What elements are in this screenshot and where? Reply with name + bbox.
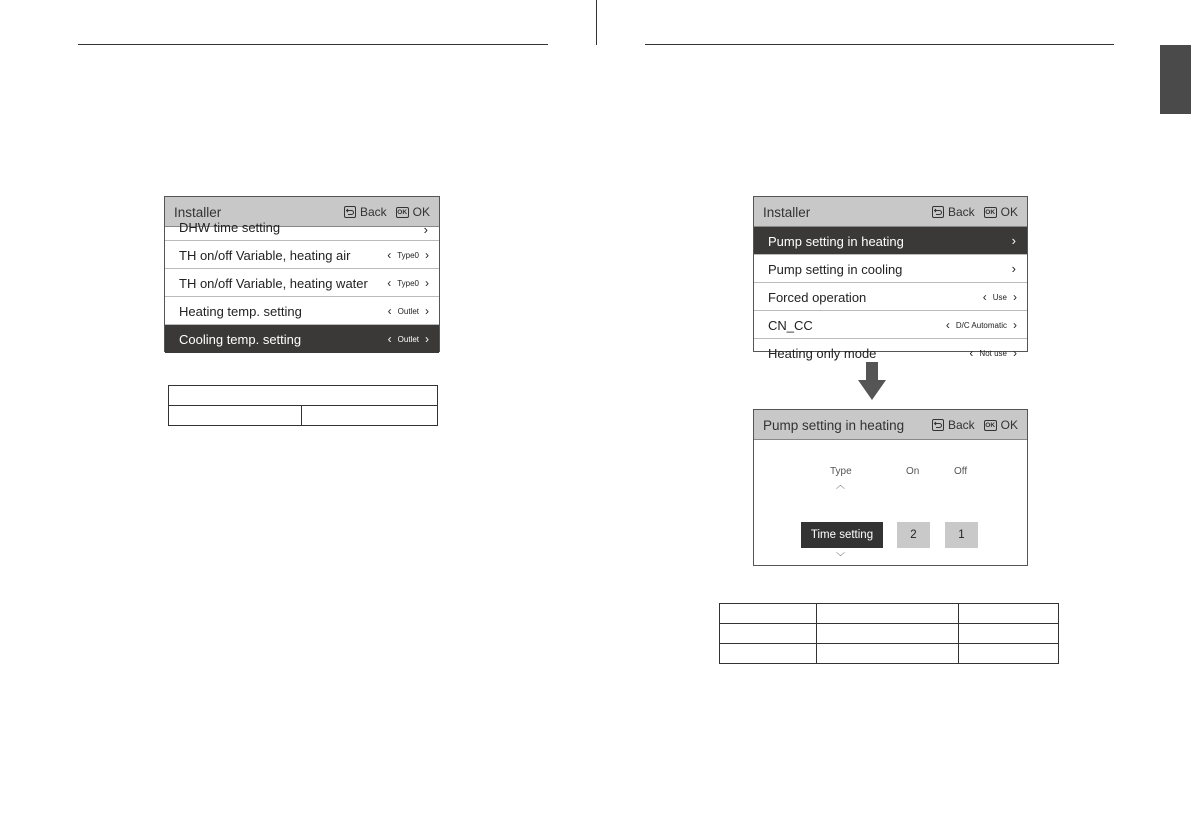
row-label: Heating temp. setting xyxy=(179,304,302,319)
table-cell xyxy=(817,644,959,664)
row-value-text: Outlet xyxy=(397,334,419,344)
row-value[interactable] xyxy=(946,319,1017,331)
row-value[interactable] xyxy=(388,305,429,317)
chevron-left-icon[interactable]: ‹ xyxy=(945,318,950,332)
menu-row-th-heating-air[interactable] xyxy=(165,241,439,269)
menu-row-dhw-time-setting[interactable] xyxy=(165,220,439,241)
installer-screen-left xyxy=(164,196,440,352)
row-value-text: Outlet xyxy=(397,306,419,316)
table-row xyxy=(169,386,438,406)
chevron-down-icon[interactable]: ﹀ xyxy=(836,552,846,562)
type-selector[interactable]: Time setting xyxy=(801,522,883,548)
chevron-right-icon[interactable]: › xyxy=(1013,346,1017,360)
back-label: Back xyxy=(947,418,975,432)
table-cell xyxy=(302,406,438,426)
row-label: DHW time setting xyxy=(179,220,281,235)
table-cell xyxy=(720,604,817,624)
table-cell xyxy=(169,386,438,406)
row-label: Pump setting in heating xyxy=(768,234,904,249)
menu-row-pump-cooling[interactable] xyxy=(754,255,1027,283)
row-value[interactable] xyxy=(388,333,429,345)
menu-row-heating-temp[interactable] xyxy=(165,297,439,325)
side-tab xyxy=(1160,45,1191,114)
chevron-left-icon[interactable]: ‹ xyxy=(969,346,974,360)
row-value[interactable] xyxy=(387,249,429,261)
chevron-up-icon[interactable]: ︿ xyxy=(836,480,846,490)
row-label: Cooling temp. setting xyxy=(179,332,302,347)
screen-title: Pump setting in heating xyxy=(763,418,905,433)
table-row xyxy=(720,604,1059,624)
menu-row-pump-heating[interactable] xyxy=(754,227,1027,255)
ok-button[interactable] xyxy=(984,418,1018,432)
screen-header xyxy=(754,197,1027,227)
row-value-text: Type0 xyxy=(397,278,419,288)
installer-screen-right xyxy=(753,196,1028,361)
page-divider xyxy=(596,0,597,45)
row-label: TH on/off Variable, heating air xyxy=(179,248,351,263)
chevron-left-icon[interactable]: ‹ xyxy=(387,304,392,318)
table-cell xyxy=(169,406,302,426)
empty-table-right xyxy=(719,603,1059,664)
pump-setting-screen xyxy=(753,409,1028,566)
row-value[interactable] xyxy=(983,291,1017,303)
chevron-right-icon: › xyxy=(1011,233,1016,248)
back-button[interactable] xyxy=(344,205,387,219)
off-value-field[interactable]: 1 xyxy=(945,522,978,548)
menu-row-cooling-temp[interactable] xyxy=(165,325,439,353)
col-header-off: Off xyxy=(954,466,968,477)
row-value[interactable] xyxy=(387,277,429,289)
menu-row-forced-operation[interactable] xyxy=(754,283,1027,311)
row-label: Forced operation xyxy=(768,290,867,305)
row-value-text: Use xyxy=(992,292,1007,302)
chevron-right-icon[interactable]: › xyxy=(425,248,429,262)
screen-title: Installer xyxy=(763,205,811,220)
table-cell xyxy=(817,604,959,624)
chevron-left-icon[interactable]: ‹ xyxy=(982,290,987,304)
table-row xyxy=(169,406,438,426)
chevron-left-icon[interactable]: ‹ xyxy=(387,332,392,346)
ok-icon: OK xyxy=(397,208,408,216)
header-rule-left xyxy=(78,44,548,45)
screen-title: Installer xyxy=(174,205,222,220)
row-label: Heating only mode xyxy=(768,346,877,361)
chevron-right-icon[interactable]: › xyxy=(425,332,429,346)
chevron-right-icon: › xyxy=(423,222,428,237)
ok-icon: OK xyxy=(985,208,996,216)
back-button[interactable] xyxy=(932,205,975,219)
back-label: Back xyxy=(947,205,975,219)
row-label: TH on/off Variable, heating water xyxy=(179,276,368,291)
ok-label: OK xyxy=(1000,418,1018,432)
row-value[interactable] xyxy=(969,347,1017,359)
table-row xyxy=(720,644,1059,664)
ok-button[interactable] xyxy=(984,205,1018,219)
row-value-text: Not use xyxy=(979,348,1007,358)
row-label: CN_CC xyxy=(768,318,813,333)
back-arrow-icon xyxy=(932,206,944,218)
chevron-right-icon[interactable]: › xyxy=(1013,290,1017,304)
table-cell xyxy=(720,624,817,644)
header-rule-right xyxy=(645,44,1114,45)
empty-table-left xyxy=(168,385,438,426)
down-arrow-icon xyxy=(858,362,886,400)
chevron-right-icon: › xyxy=(1011,261,1016,276)
back-arrow-icon xyxy=(932,419,944,431)
ok-button[interactable] xyxy=(396,205,430,219)
chevron-right-icon[interactable]: › xyxy=(425,276,429,290)
pump-body xyxy=(754,440,1027,565)
ok-label: OK xyxy=(412,205,430,219)
screen-header xyxy=(754,410,1027,440)
back-arrow-icon xyxy=(344,206,356,218)
on-value-field[interactable]: 2 xyxy=(897,522,930,548)
chevron-left-icon[interactable]: ‹ xyxy=(387,276,392,290)
row-value-text: D/C Automatic xyxy=(955,320,1007,330)
back-button[interactable] xyxy=(932,418,975,432)
table-cell xyxy=(959,624,1059,644)
table-cell xyxy=(720,644,817,664)
table-row xyxy=(720,624,1059,644)
row-label: Pump setting in cooling xyxy=(768,262,903,277)
chevron-right-icon[interactable]: › xyxy=(425,304,429,318)
chevron-left-icon[interactable]: ‹ xyxy=(387,248,392,262)
col-header-on: On xyxy=(906,466,920,477)
menu-row-cn-cc[interactable] xyxy=(754,311,1027,339)
ok-label: OK xyxy=(1000,205,1018,219)
back-label: Back xyxy=(359,205,387,219)
row-value-text: Type0 xyxy=(397,250,419,260)
menu-row-heating-only-mode[interactable] xyxy=(754,339,1027,361)
menu-row-th-heating-water[interactable] xyxy=(165,269,439,297)
col-header-type: Type xyxy=(830,466,852,477)
table-cell xyxy=(817,624,959,644)
table-cell xyxy=(959,644,1059,664)
ok-icon: OK xyxy=(985,421,996,429)
table-cell xyxy=(959,604,1059,624)
chevron-right-icon[interactable]: › xyxy=(1013,318,1017,332)
